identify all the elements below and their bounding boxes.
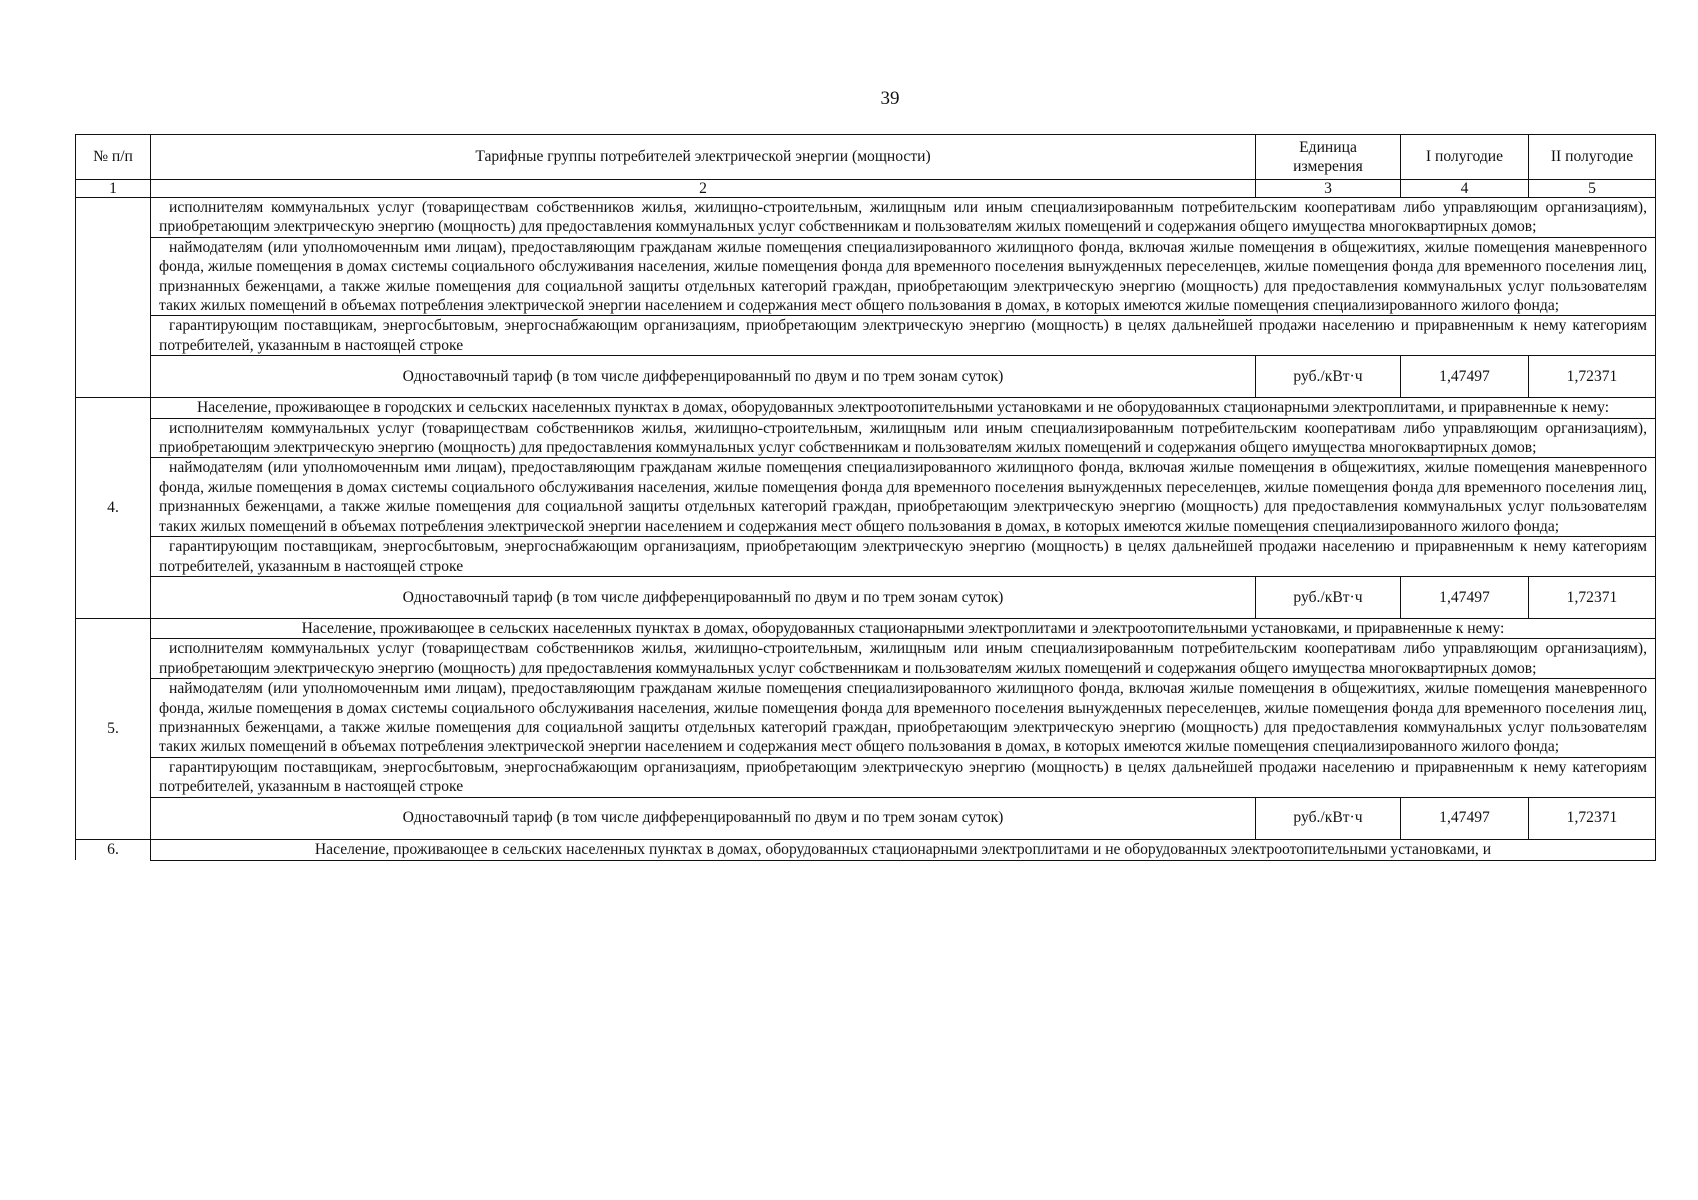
table-row: [76, 639, 1656, 679]
tariff-half1: 1,47497: [1401, 576, 1529, 618]
header-number: № п/п: [76, 135, 151, 180]
tariff-row: [76, 797, 1656, 839]
section-title: Население, проживающее в сельских населенных пунктах в домах, оборудованных стационарными электроплитами и не оборудованных электроотопительными установками, и: [151, 839, 1656, 860]
tariff-half2: 1,72371: [1529, 797, 1656, 839]
header-row: [76, 135, 1656, 180]
header-half1: I полугодие: [1401, 135, 1529, 180]
consumer-landlord: наймодателям (или уполномоченным ими лицам), предоставляющим гражданам жилые помещения специализированного жилищного фонда, включая жилые помещения в общежитиях, жилые помещения маневренного фонда, жилые помещения в домах системы социального обслуживания населения, жилые помещения фонда для временного поселения вынужденных переселенцев, жилые помещения фонда для временного поселения лиц, признанных беженцами, а также жилые помещения для социальной защиты отдельных категорий граждан, приобретающим электрическую энергию (мощность) для предоставления коммунальных услуг пользователям таких жилых помещений в объемах потребления электрической энергии населением и содержания мест общего пользования в домах, в которых имеются жилые помещения специализированного жилого фонда;: [151, 458, 1656, 537]
column-number: 3: [1256, 180, 1401, 198]
section-title: Население, проживающее в городских и сельских населенных пунктах в домах, оборудованных электроотопительными установками и не оборудованных стационарными электроплитами, и приравненные к нему:: [151, 398, 1656, 418]
page-number: 39: [880, 88, 900, 109]
consumer-utility: исполнителям коммунальных услуг (товариществам собственников жилья, жилищно-строительным, жилищным или иным специализированным потребительским кооперативам либо управляющим организациям), приобретающим электрическую энергию (мощность) для предоставления коммунальных услуг собственникам и пользователям жилых помещений и содержания общего имущества многоквартирных домов;: [151, 418, 1656, 458]
tariff-row: [76, 576, 1656, 618]
consumer-supplier: гарантирующим поставщикам, энергосбытовым, энергоснабжающим организациям, приобретающим электрическую энергию (мощность) в целях дальнейшей продажи населению и приравненным к нему категориям потребителей, указанным в настоящей строке: [151, 316, 1656, 356]
row-number: 6.: [76, 839, 151, 860]
tariff-half2: 1,72371: [1529, 576, 1656, 618]
table-row: [76, 618, 1656, 638]
column-number: 1: [76, 180, 151, 198]
column-number-row: [76, 180, 1656, 198]
table-row: [76, 679, 1656, 758]
header-half2: II полугодие: [1529, 135, 1656, 180]
row-number: [76, 198, 151, 398]
consumer-utility: исполнителям коммунальных услуг (товариществам собственников жилья, жилищно-строительным, жилищным или иным специализированным потребительским кооперативам либо управляющим организациям), приобретающим электрическую энергию (мощность) для предоставления коммунальных услуг собственникам и пользователям жилых помещений и содержания общего имущества многоквартирных домов;: [151, 198, 1656, 238]
consumer-landlord: наймодателям (или уполномоченным ими лицам), предоставляющим гражданам жилые помещения специализированного жилищного фонда, включая жилые помещения в общежитиях, жилые помещения маневренного фонда, жилые помещения в домах системы социального обслуживания населения, жилые помещения фонда для временного поселения вынужденных переселенцев, жилые помещения фонда для временного поселения лиц, признанных беженцами, а также жилые помещения для социальной защиты отдельных категорий граждан, приобретающим электрическую энергию (мощность) для предоставления коммунальных услуг пользователям таких жилых помещений в объемах потребления электрической энергии населением и содержания мест общего пользования в домах, в которых имеются жилые помещения специализированного жилого фонда;: [151, 237, 1656, 316]
row-number: 5.: [76, 618, 151, 839]
section-title: Население, проживающее в сельских населенных пунктах в домах, оборудованных стационарными электроплитами и электроотопительными установками, и приравненные к нему:: [151, 618, 1656, 638]
tariff-unit: руб./кВт·ч: [1256, 356, 1401, 398]
row-number: 4.: [76, 398, 151, 619]
tariff-half2: 1,72371: [1529, 356, 1656, 398]
tariff-label: Одноставочный тариф (в том числе дифференцированный по двум и по трем зонам суток): [151, 576, 1256, 618]
table-row: [76, 458, 1656, 537]
tariff-label: Одноставочный тариф (в том числе дифференцированный по двум и по трем зонам суток): [151, 356, 1256, 398]
tariff-unit: руб./кВт·ч: [1256, 576, 1401, 618]
tariff-table: [75, 134, 1656, 861]
table-row: [76, 537, 1656, 577]
consumer-landlord: наймодателям (или уполномоченным ими лицам), предоставляющим гражданам жилые помещения специализированного жилищного фонда, включая жилые помещения в общежитиях, жилые помещения маневренного фонда, жилые помещения в домах системы социального обслуживания населения, жилые помещения фонда для временного поселения вынужденных переселенцев, жилые помещения фонда для временного поселения лиц, признанных беженцами, а также жилые помещения для социальной защиты отдельных категорий граждан, приобретающим электрическую энергию (мощность) для предоставления коммунальных услуг пользователям таких жилых помещений в объемах потребления электрической энергии населением и содержания мест общего пользования в домах, в которых имеются жилые помещения специализированного жилого фонда;: [151, 679, 1656, 758]
table-row: [76, 757, 1656, 797]
consumer-supplier: гарантирующим поставщикам, энергосбытовым, энергоснабжающим организациям, приобретающим электрическую энергию (мощность) в целях дальнейшей продажи населению и приравненным к нему категориям потребителей, указанным в настоящей строке: [151, 537, 1656, 577]
column-number: 2: [151, 180, 1256, 198]
table-row: [76, 316, 1656, 356]
header-tariff-groups: Тарифные группы потребителей электрической энергии (мощности): [151, 135, 1256, 180]
table-row: [76, 418, 1656, 458]
tariff-half1: 1,47497: [1401, 356, 1529, 398]
column-number: 5: [1529, 180, 1656, 198]
tariff-label: Одноставочный тариф (в том числе дифференцированный по двум и по трем зонам суток): [151, 797, 1256, 839]
header-unit: Единица измерения: [1256, 135, 1401, 180]
tariff-half1: 1,47497: [1401, 797, 1529, 839]
table-row: [76, 839, 1656, 860]
table-row: [76, 237, 1656, 316]
tariff-row: [76, 356, 1656, 398]
table-row: [76, 198, 1656, 238]
consumer-utility: исполнителям коммунальных услуг (товариществам собственников жилья, жилищно-строительным, жилищным или иным специализированным потребительским кооперативам либо управляющим организациям), приобретающим электрическую энергию (мощность) для предоставления коммунальных услуг собственникам и пользователям жилых помещений и содержания общего имущества многоквартирных домов;: [151, 639, 1656, 679]
consumer-supplier: гарантирующим поставщикам, энергосбытовым, энергоснабжающим организациям, приобретающим электрическую энергию (мощность) в целях дальнейшей продажи населению и приравненным к нему категориям потребителей, указанным в настоящей строке: [151, 757, 1656, 797]
tariff-unit: руб./кВт·ч: [1256, 797, 1401, 839]
column-number: 4: [1401, 180, 1529, 198]
table-row: [76, 398, 1656, 418]
